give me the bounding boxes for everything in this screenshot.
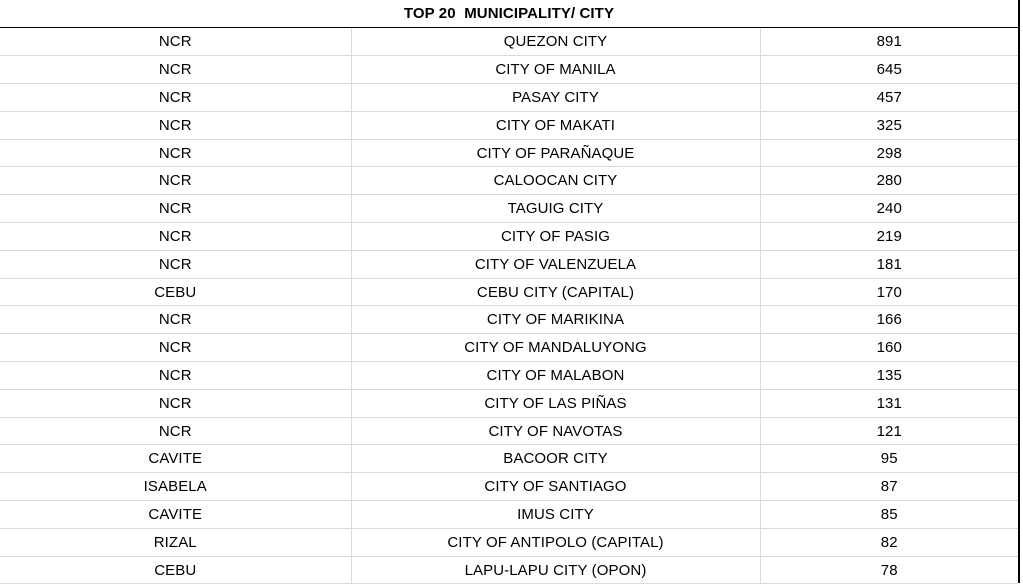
- region-cell[interactable]: NCR: [0, 56, 351, 84]
- city-cell[interactable]: CITY OF NAVOTAS: [351, 417, 760, 445]
- city-cell[interactable]: CITY OF VALENZUELA: [351, 250, 760, 278]
- count-cell[interactable]: 170: [760, 278, 1018, 306]
- city-cell[interactable]: CITY OF PARAÑAQUE: [351, 139, 760, 167]
- table-row: [0, 528, 1018, 556]
- region-cell[interactable]: NCR: [0, 167, 351, 195]
- count-cell[interactable]: 181: [760, 250, 1018, 278]
- data-table: [0, 28, 1018, 584]
- city-cell[interactable]: CITY OF MAKATI: [351, 111, 760, 139]
- region-cell[interactable]: NCR: [0, 389, 351, 417]
- table-row: [0, 334, 1018, 362]
- table-row: [0, 473, 1018, 501]
- region-cell[interactable]: CAVITE: [0, 445, 351, 473]
- table-body: [0, 28, 1018, 584]
- table-row: [0, 389, 1018, 417]
- region-cell[interactable]: RIZAL: [0, 528, 351, 556]
- count-cell[interactable]: 645: [760, 56, 1018, 84]
- region-cell[interactable]: NCR: [0, 306, 351, 334]
- count-cell[interactable]: 325: [760, 111, 1018, 139]
- count-cell[interactable]: 166: [760, 306, 1018, 334]
- count-cell[interactable]: 298: [760, 139, 1018, 167]
- region-cell[interactable]: NCR: [0, 417, 351, 445]
- table-row: [0, 278, 1018, 306]
- region-cell[interactable]: NCR: [0, 84, 351, 112]
- region-cell[interactable]: NCR: [0, 223, 351, 251]
- table-row: [0, 111, 1018, 139]
- city-cell[interactable]: BACOOR CITY: [351, 445, 760, 473]
- count-cell[interactable]: 82: [760, 528, 1018, 556]
- table-row: [0, 28, 1018, 56]
- count-cell[interactable]: 219: [760, 223, 1018, 251]
- table-row: [0, 306, 1018, 334]
- table-row: [0, 501, 1018, 529]
- region-cell[interactable]: NCR: [0, 195, 351, 223]
- city-cell[interactable]: CITY OF MANDALUYONG: [351, 334, 760, 362]
- city-cell[interactable]: CITY OF ANTIPOLO (CAPITAL): [351, 528, 760, 556]
- table-row: [0, 195, 1018, 223]
- table-title[interactable]: TOP 20 MUNICIPALITY/ CITY: [0, 0, 1018, 28]
- city-cell[interactable]: CITY OF MARIKINA: [351, 306, 760, 334]
- table-row: [0, 556, 1018, 584]
- city-cell[interactable]: IMUS CITY: [351, 501, 760, 529]
- region-cell[interactable]: NCR: [0, 362, 351, 390]
- count-cell[interactable]: 160: [760, 334, 1018, 362]
- count-cell[interactable]: 135: [760, 362, 1018, 390]
- region-cell[interactable]: CEBU: [0, 278, 351, 306]
- table-row: [0, 362, 1018, 390]
- count-cell[interactable]: 891: [760, 28, 1018, 56]
- table-row: [0, 84, 1018, 112]
- count-cell[interactable]: 78: [760, 556, 1018, 584]
- table-row: [0, 445, 1018, 473]
- city-cell[interactable]: CITY OF MALABON: [351, 362, 760, 390]
- count-cell[interactable]: 85: [760, 501, 1018, 529]
- table-row: [0, 139, 1018, 167]
- region-cell[interactable]: ISABELA: [0, 473, 351, 501]
- city-cell[interactable]: QUEZON CITY: [351, 28, 760, 56]
- table-row: [0, 56, 1018, 84]
- region-cell[interactable]: CAVITE: [0, 501, 351, 529]
- region-cell[interactable]: NCR: [0, 111, 351, 139]
- count-cell[interactable]: 457: [760, 84, 1018, 112]
- region-cell[interactable]: NCR: [0, 334, 351, 362]
- count-cell[interactable]: 131: [760, 389, 1018, 417]
- count-cell[interactable]: 280: [760, 167, 1018, 195]
- region-cell[interactable]: NCR: [0, 28, 351, 56]
- table-row: [0, 417, 1018, 445]
- count-cell[interactable]: 87: [760, 473, 1018, 501]
- city-cell[interactable]: LAPU-LAPU CITY (OPON): [351, 556, 760, 584]
- city-cell[interactable]: CITY OF PASIG: [351, 223, 760, 251]
- city-cell[interactable]: TAGUIG CITY: [351, 195, 760, 223]
- city-cell[interactable]: CEBU CITY (CAPITAL): [351, 278, 760, 306]
- region-cell[interactable]: CEBU: [0, 556, 351, 584]
- count-cell[interactable]: 95: [760, 445, 1018, 473]
- city-cell[interactable]: CALOOCAN CITY: [351, 167, 760, 195]
- city-cell[interactable]: CITY OF SANTIAGO: [351, 473, 760, 501]
- count-cell[interactable]: 240: [760, 195, 1018, 223]
- table-row: [0, 223, 1018, 251]
- table-row: [0, 250, 1018, 278]
- city-cell[interactable]: CITY OF LAS PIÑAS: [351, 389, 760, 417]
- table-row: [0, 167, 1018, 195]
- count-cell[interactable]: 121: [760, 417, 1018, 445]
- city-cell[interactable]: CITY OF MANILA: [351, 56, 760, 84]
- region-cell[interactable]: NCR: [0, 250, 351, 278]
- city-cell[interactable]: PASAY CITY: [351, 84, 760, 112]
- region-cell[interactable]: NCR: [0, 139, 351, 167]
